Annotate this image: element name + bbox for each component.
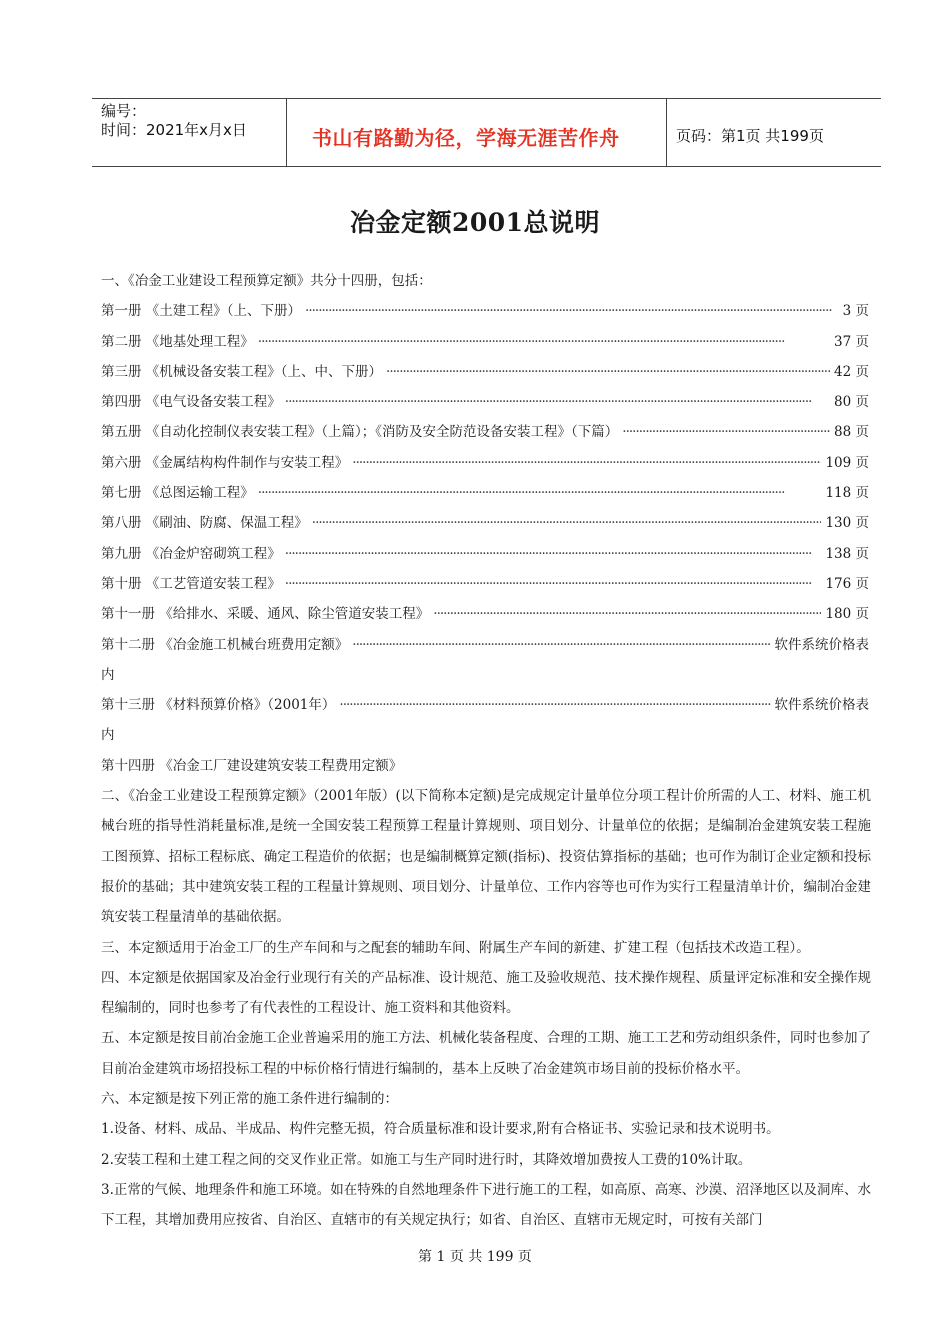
toc-entry-title: 第九册 《冶金炉窑砌筑工程》 bbox=[101, 545, 281, 562]
paragraph: 六、本定额是按下列正常的施工条件进行编制的： bbox=[101, 1091, 398, 1108]
page-footer: 第 1 页 共 199 页 bbox=[418, 1249, 532, 1265]
toc-entry-title: 第三册 《机械设备安装工程》（上、中、下册） bbox=[101, 363, 383, 380]
toc-entry-continuation: 内 bbox=[101, 666, 115, 683]
intro-line: 一、《冶金工业建设工程预算定额》共分十四册，包括： bbox=[101, 273, 432, 289]
toc-entry-title: 第十册 《工艺管道安装工程》 bbox=[101, 575, 281, 592]
toc-entry-page: 软件系统价格表 bbox=[774, 636, 869, 653]
header-bottom-rule bbox=[92, 166, 881, 167]
toc-entry bbox=[101, 448, 871, 478]
toc-leader bbox=[258, 478, 822, 508]
toc-entry-page: 180 页 bbox=[825, 606, 869, 623]
toc-entry bbox=[101, 478, 871, 508]
toc-entry-page: 118 页 bbox=[825, 485, 869, 502]
toc-entry bbox=[101, 357, 871, 387]
toc-entry-title: 第十一册 《给排水、采暖、通风、除尘管道安装工程》 bbox=[101, 606, 430, 623]
toc-entry-page: 37 页 bbox=[834, 333, 869, 350]
toc-leader bbox=[386, 357, 830, 387]
toc-leader bbox=[285, 569, 822, 599]
toc-leader bbox=[622, 417, 830, 447]
toc-entry bbox=[101, 539, 871, 569]
toc-leader bbox=[352, 448, 821, 478]
toc-entry-continuation: 内 bbox=[101, 727, 115, 744]
toc-entry-page: 42 页 bbox=[834, 363, 869, 380]
toc-leader bbox=[312, 508, 822, 538]
toc-entry bbox=[101, 690, 871, 720]
paragraph: 1.设备、材料、成品、半成品、构件完整无损，符合质量标准和设计要求,附有合格证书、实验记录和技术说明书。 bbox=[101, 1121, 780, 1138]
paragraph: 四、本定额是依据国家及冶金行业现行有关的产品标准、设计规范、施工及验收规范、技术操作规程、质量评定标准和安全操作规程编制的，同时也参考了有代表性的工程设计、施工资料和其他资料。 bbox=[101, 969, 871, 1017]
toc-entry-page: 软件系统价格表 bbox=[774, 697, 869, 714]
header-divider bbox=[666, 98, 667, 167]
toc-entry-page: 88 页 bbox=[834, 424, 869, 441]
toc-entry bbox=[101, 630, 871, 660]
toc-leader bbox=[285, 539, 822, 569]
toc-leader bbox=[285, 387, 830, 417]
toc-leader bbox=[352, 630, 770, 660]
toc-leader bbox=[433, 599, 821, 629]
toc-entry-page: 138 页 bbox=[825, 545, 869, 562]
document-title: 冶金定额2001总说明 bbox=[349, 208, 601, 237]
header-page-info: 页码：第1页 共199页 bbox=[676, 127, 824, 145]
toc-list bbox=[101, 296, 871, 781]
toc-entry bbox=[101, 296, 871, 326]
header-top-rule bbox=[92, 98, 881, 99]
toc-entry-title: 第一册 《土建工程》（上、下册） bbox=[101, 303, 302, 320]
header-divider bbox=[286, 98, 287, 167]
toc-entry-page: 130 页 bbox=[825, 515, 869, 532]
toc-entry bbox=[101, 569, 871, 599]
document-body bbox=[101, 266, 871, 1236]
paragraph: 五、本定额是按目前冶金施工企业普遍采用的施工方法、机械化装备程度、合理的工期、施工工艺和劳动组织条件，同时也参加了目前冶金建筑市场招投标工程的中标价格行情进行编制的，基本上反映了冶金建筑市场目前的投标价格水平。 bbox=[101, 1030, 871, 1077]
toc-entry-title: 第二册 《地基处理工程》 bbox=[101, 333, 254, 350]
toc-entry-title: 第五册 《自动化控制仪表安装工程》（上篇）；《消防及安全防范设备安装工程》（下篇） bbox=[101, 424, 619, 441]
toc-entry bbox=[101, 327, 871, 357]
toc-entry-page: 3 页 bbox=[842, 303, 869, 320]
toc-leader bbox=[305, 296, 839, 326]
header-motto: 书山有路勤为径，学海无涯苦作舟 bbox=[312, 126, 620, 150]
paragraph: 三、本定额适用于冶金工厂的生产车间和与之配套的辅助车间、附属生产车间的新建、扩建工程（包括技术改造工程）。 bbox=[101, 939, 810, 956]
toc-entry-page: 109 页 bbox=[825, 454, 869, 471]
toc-entry bbox=[101, 417, 871, 447]
toc-entry-title: 第十二册 《冶金施工机械台班费用定额》 bbox=[101, 636, 349, 653]
doc-time-label: 时间：2021年x月x日 bbox=[101, 121, 247, 139]
doc-number-label: 编号： bbox=[101, 102, 147, 120]
toc-entry-page: 80 页 bbox=[834, 394, 869, 411]
toc-entry-title: 第八册 《刷油、防腐、保温工程》 bbox=[101, 515, 308, 532]
toc-entry bbox=[101, 387, 871, 417]
toc-entry-page: 176 页 bbox=[825, 575, 869, 592]
paragraph: 3.正常的气候、地理条件和施工环境。如在特殊的自然地理条件下进行施工的工程，如高原、高寒、沙漠、沼泽地区以及洞库、水下工程，其增加费用应按省、自治区、直辖市的有关规定执行；如省、自治区、直辖市无规定时，可按有关部门 bbox=[101, 1181, 871, 1229]
toc-entry: 第十四册 《冶金工厂建设建筑安装工程费用定额》 bbox=[101, 757, 403, 774]
paragraph: 二、《冶金工业建设工程预算定额》（2001年版）(以下简称本定额)是完成规定计量单位分项工程计价所需的人工、材料、施工机械台班的指导性消耗量标准,是统一全国安装工程预算工程量计算规则、项目划分、计量单位的依据；是编制冶金建筑安装工程施工图预算、招标工程标底、确定工程造价的依据；也是编制概算定额(指标)、投资估算指标的基础；也可作为制订企业定额和投标报价的基础；其中建筑安装工程的工程量计算规则、项目划分、计量单位、工作内容等也可作为实行工程量清单计价，编制冶金建筑安装工程量清单的基础依据。 bbox=[101, 788, 871, 926]
toc-entry bbox=[101, 508, 871, 538]
toc-leader bbox=[258, 327, 830, 357]
toc-entry-title: 第七册 《总图运输工程》 bbox=[101, 485, 254, 502]
header-meta bbox=[101, 102, 247, 140]
toc-entry-title: 第四册 《电气设备安装工程》 bbox=[101, 394, 281, 411]
toc-leader bbox=[339, 690, 770, 720]
toc-entry-title: 第六册 《金属结构构件制作与安装工程》 bbox=[101, 454, 349, 471]
paragraph: 2.安装工程和土建工程之间的交叉作业正常。如施工与生产同时进行时，其降效增加费按人工费的10%计取。 bbox=[101, 1151, 752, 1168]
toc-entry bbox=[101, 599, 871, 629]
toc-entry-title: 第十三册 《材料预算价格》（2001年） bbox=[101, 697, 336, 714]
